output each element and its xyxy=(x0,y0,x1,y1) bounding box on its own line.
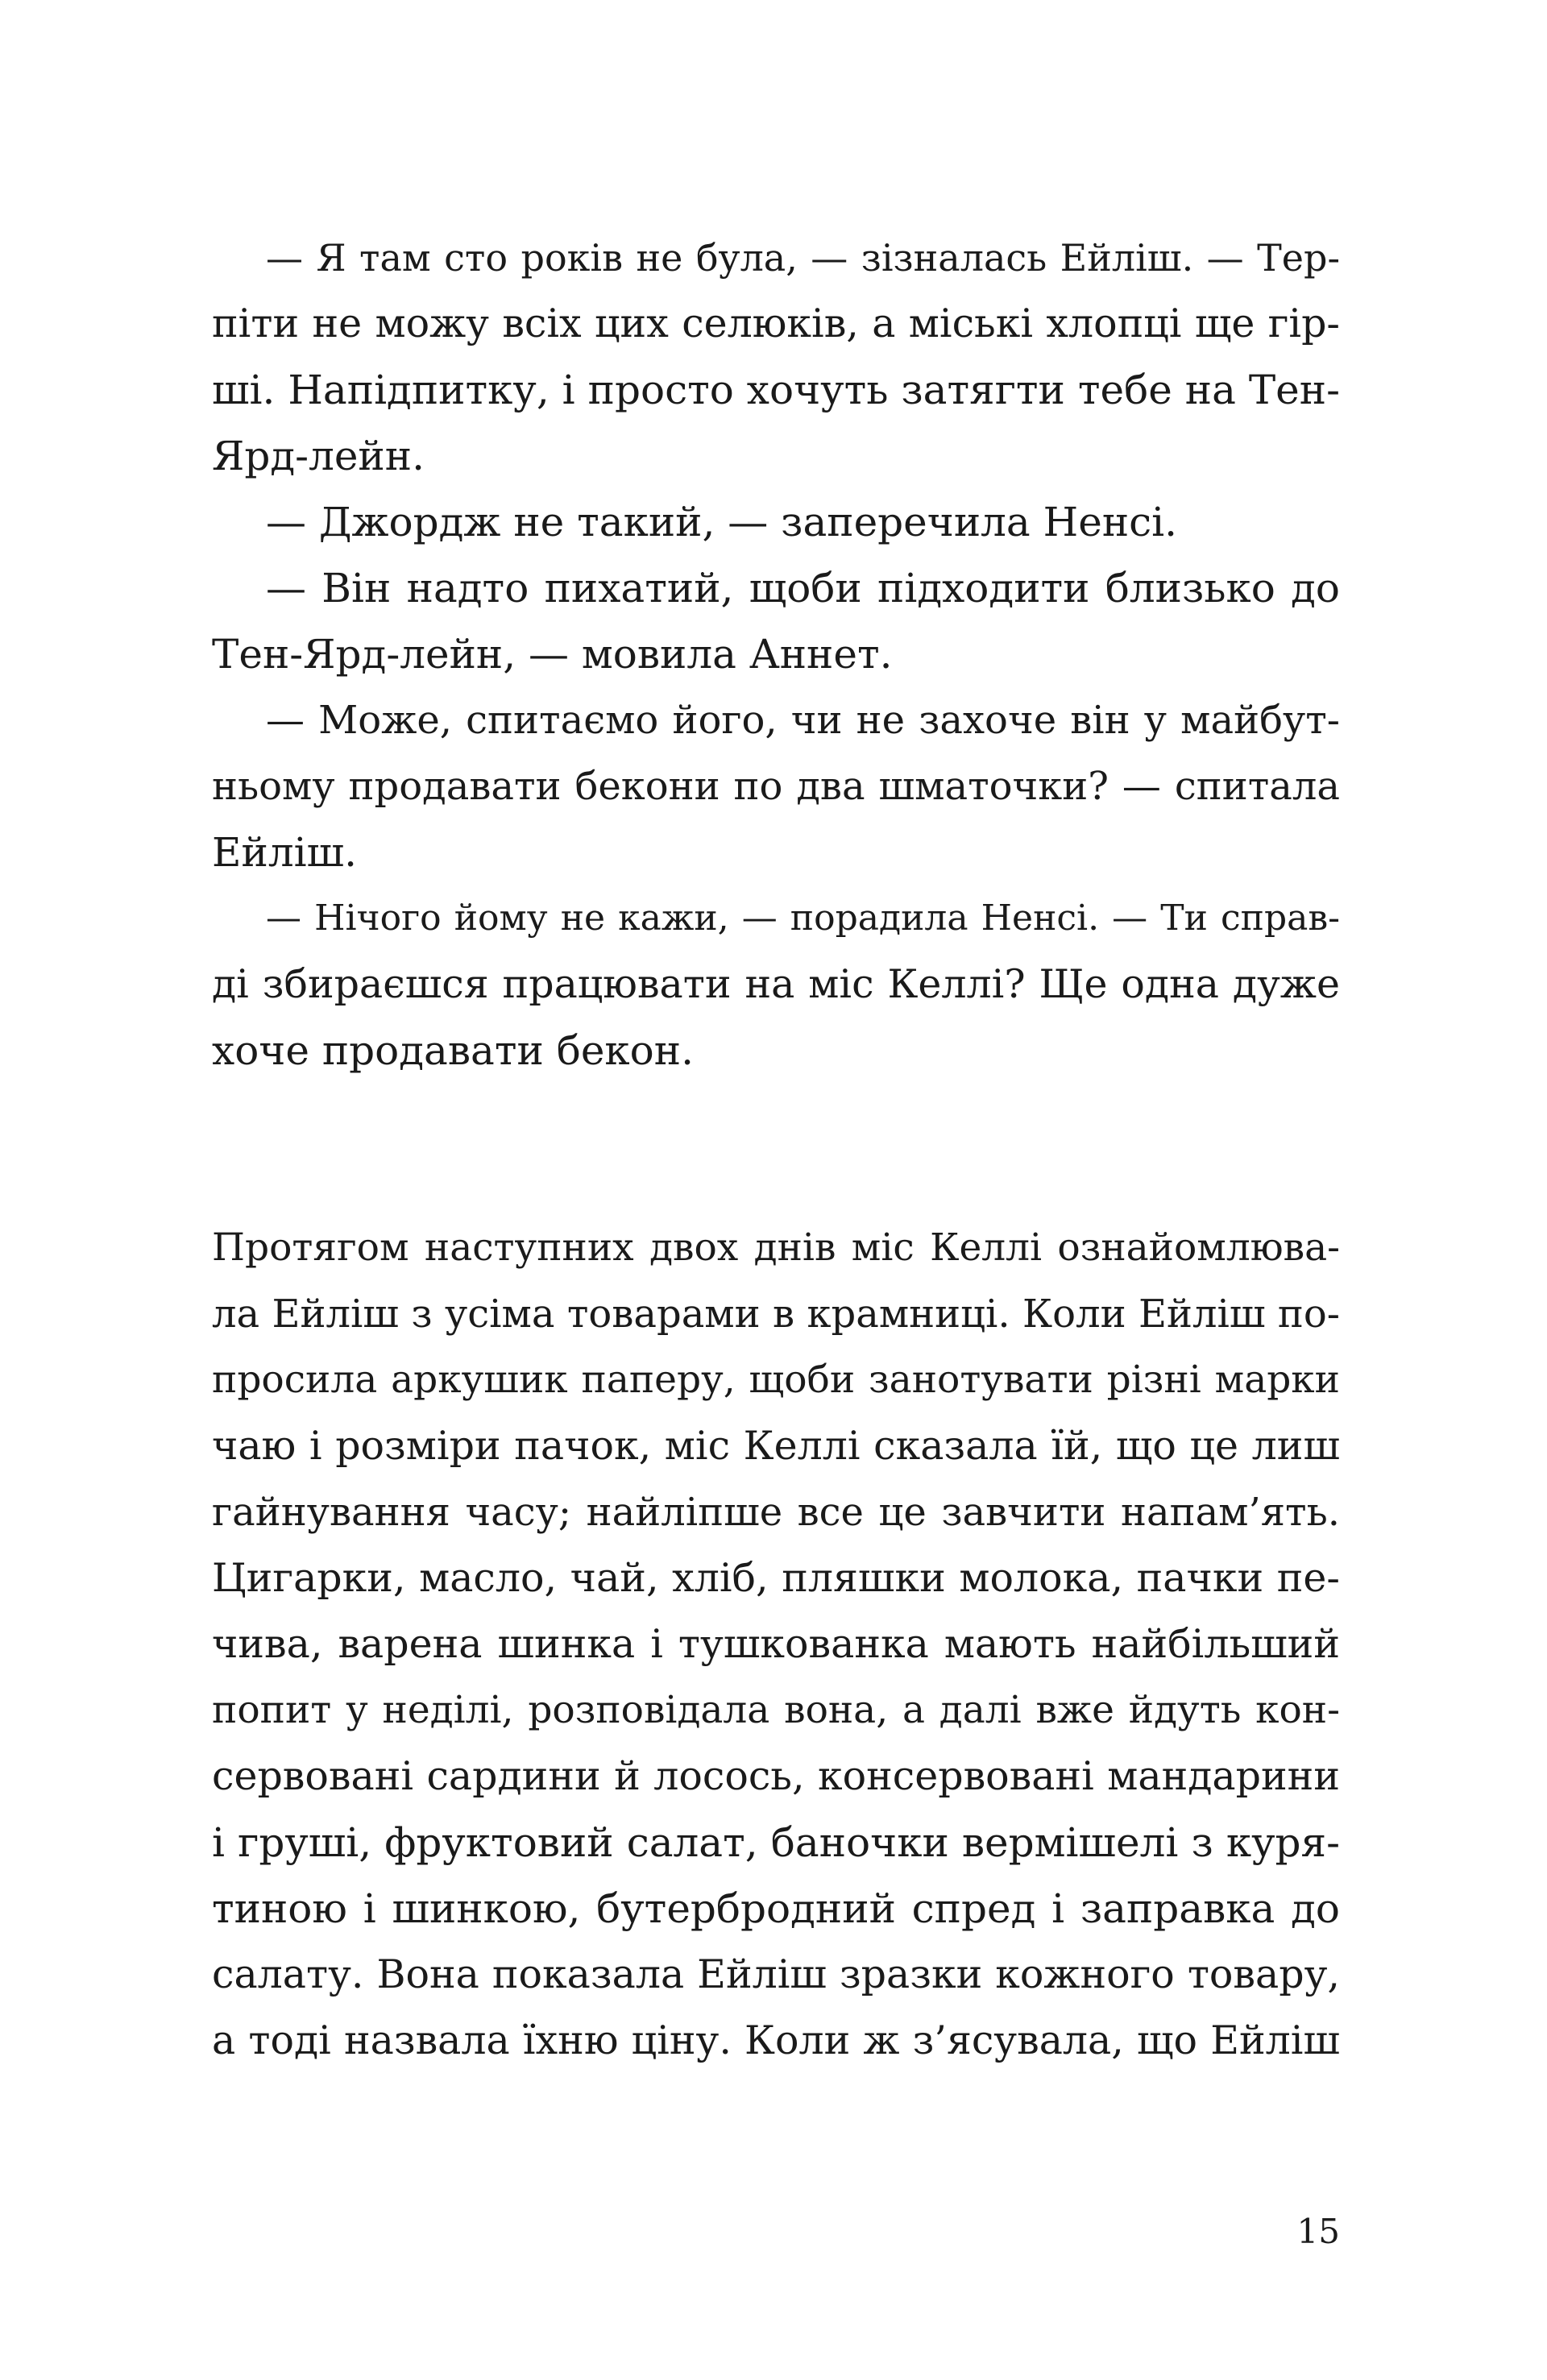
text-line: ньому продавати бекони по два шматочки? — спитала xyxy=(212,764,1340,809)
text-line: гайнування часу; найліпше все це завчити напам’ять. xyxy=(212,1490,1340,1535)
text-line: — Я там сто років не була, — зізналась Ейліш. — Тер- xyxy=(266,236,1340,280)
text-line: і груші, фруктовий салат, баночки вермішелі з куря- xyxy=(212,1819,1340,1866)
text-line: ді збираєшся працювати на міс Келлі? Ще одна дуже xyxy=(212,961,1340,1007)
text-line: Ярд-лейн. xyxy=(212,433,425,479)
page-number: 15 xyxy=(1296,2212,1340,2251)
text-line: Цигарки, масло, чай, хліб, пляшки молока, пачки пе- xyxy=(212,1555,1340,1601)
text-line: сервовані сардини й лосось, консервовані мандарини xyxy=(212,1753,1340,1799)
text-line: попит у неділі, розповідала вона, а далі вже йдуть кон- xyxy=(212,1688,1340,1732)
text-line: салату. Вона показала Ейліш зразки кожного товару, xyxy=(212,1951,1340,1997)
text-line: — Джордж не такий, — заперечила Ненсі. xyxy=(266,499,1178,545)
text-line: хоче продавати бекон. xyxy=(212,1027,694,1074)
text-line: ла Ейліш з усіма товарами в крамниці. Коли Ейліш по- xyxy=(212,1292,1340,1337)
text-line: Протягом наступних двох днів міс Келлі ознайомлюва- xyxy=(212,1225,1340,1270)
text-line: — Може, спитаємо його, чи не захоче він у майбут- xyxy=(266,698,1340,743)
text-line: просила аркушик паперу, щоби занотувати різні марки xyxy=(212,1358,1340,1402)
text-line: а тоді назвала їхню ціну. Коли ж з’ясувала, що Ейліш xyxy=(212,2017,1340,2063)
text-line: — Нічого йому не кажи, — порадила Ненсі. — Ти справ- xyxy=(266,898,1340,939)
text-line: чива, варена шинка і тушкованка мають найбільший xyxy=(212,1621,1340,1667)
text-line: чаю і розміри пачок, міс Келлі сказала їй, що це лиш xyxy=(212,1423,1340,1469)
text-line: ші. Напідпитку, і просто хочуть затягти тебе на Тен- xyxy=(212,367,1340,413)
text-line: піти не можу всіх цих селюків, а міські хлопці ще гір- xyxy=(212,301,1340,346)
text-line: тиною і шинкою, бутербродний спред і заправка до xyxy=(212,1885,1340,1932)
text-line: Тен-Ярд-лейн, — мовила Аннет. xyxy=(212,631,893,678)
text-line: — Він надто пихатий, щоби підходити близько до xyxy=(266,565,1340,612)
text-line: Ейліш. xyxy=(212,829,357,876)
